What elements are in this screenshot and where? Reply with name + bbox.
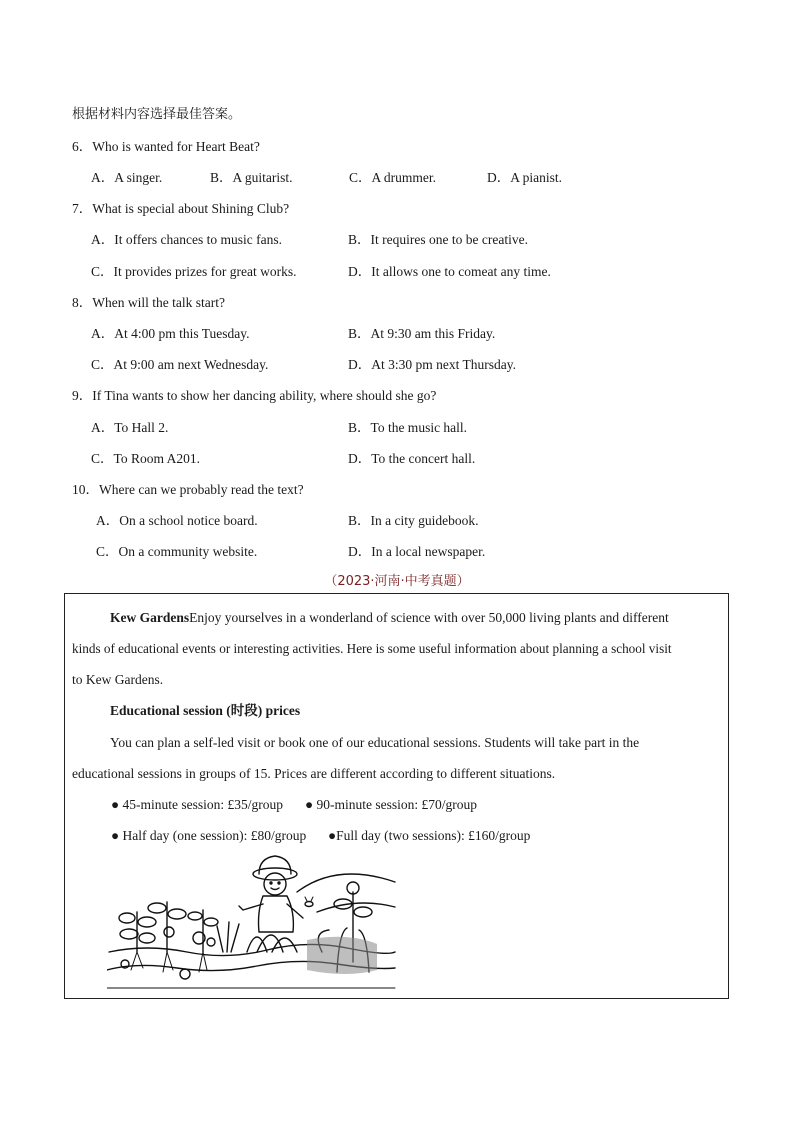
option-text: In a city guidebook.	[370, 513, 479, 528]
source-label: （2023·河南·中考真题）	[324, 574, 470, 589]
price-full-day: ●Full day (two sessions): £160/group	[328, 828, 531, 843]
option-text: On a community website.	[118, 544, 258, 559]
option-letter: C．	[91, 451, 114, 466]
option-text: To Hall 2.	[114, 420, 169, 435]
option-6b[interactable]	[210, 166, 293, 186]
price-half-day: ● Half day (one session): £80/group	[111, 828, 307, 843]
option-10b[interactable]	[348, 509, 479, 529]
question-number: 8．	[72, 295, 93, 310]
price-45-min: ● 45-minute session: £35/group	[111, 797, 284, 812]
option-letter: A．	[91, 420, 115, 435]
option-6a[interactable]	[91, 166, 162, 186]
option-9c[interactable]	[91, 447, 200, 467]
option-text: To the concert hall.	[371, 451, 476, 466]
option-letter: B．	[348, 420, 371, 435]
option-text: A drummer.	[371, 170, 437, 185]
question-8	[72, 291, 225, 311]
option-text: At 3:30 pm next Thursday.	[371, 357, 516, 372]
option-letter: B．	[348, 232, 371, 247]
intro-line-1	[72, 602, 722, 633]
intro-line-3: to Kew Gardens.	[72, 672, 164, 687]
intro-text: Enjoy yourselves in a wonderland of science with over 50,000 living plants and different	[189, 610, 669, 625]
option-letter: D．	[348, 357, 372, 372]
option-letter: A．	[91, 170, 115, 185]
option-8a[interactable]	[91, 322, 250, 342]
option-letter: D．	[348, 544, 372, 559]
option-9d[interactable]	[348, 447, 475, 467]
option-letter: B．	[210, 170, 233, 185]
option-letter: B．	[348, 326, 371, 341]
option-text: It provides prizes for great works.	[113, 264, 297, 279]
option-letter: C．	[349, 170, 372, 185]
question-number: 10．	[72, 482, 99, 497]
option-8d[interactable]	[348, 353, 516, 373]
option-7b[interactable]	[348, 228, 528, 248]
option-letter: A．	[96, 513, 120, 528]
option-letter: D．	[487, 170, 511, 185]
option-text: It offers chances to music fans.	[114, 232, 282, 247]
option-8c[interactable]	[91, 353, 268, 373]
gardening-illustration	[107, 852, 397, 992]
option-9b[interactable]	[348, 416, 467, 436]
question-7	[72, 197, 289, 217]
intro-line-2: kinds of educational events or interesting activities. Here is some useful information about planning a school visit	[72, 641, 672, 656]
option-letter: C．	[91, 264, 114, 279]
question-10	[72, 478, 304, 498]
question-6	[72, 135, 260, 155]
option-text: A guitarist.	[232, 170, 293, 185]
question-stem: Where can we probably read the text?	[99, 482, 304, 497]
question-stem: If Tina wants to show her dancing ability, where should she go?	[92, 388, 437, 403]
option-6d[interactable]	[487, 166, 562, 186]
question-number: 7．	[72, 201, 93, 216]
option-text: At 4:00 pm this Tuesday.	[114, 326, 250, 341]
body-line-2: educational sessions in groups of 15. Prices are different according to different situations.	[72, 766, 556, 781]
option-7c[interactable]	[91, 260, 296, 280]
question-number: 9．	[72, 388, 93, 403]
option-letter: B．	[348, 513, 371, 528]
section-heading: Educational session (时段) prices	[110, 703, 301, 718]
option-text: A singer.	[114, 170, 163, 185]
option-letter: C．	[96, 544, 119, 559]
option-7d[interactable]	[348, 260, 551, 280]
price-90-min: ● 90-minute session: £70/group	[305, 797, 478, 812]
option-10a[interactable]	[96, 509, 258, 529]
option-6c[interactable]	[349, 166, 436, 186]
question-number: 6．	[72, 139, 93, 154]
option-text: At 9:30 am this Friday.	[370, 326, 496, 341]
option-8b[interactable]	[348, 322, 495, 342]
option-text: To Room A201.	[113, 451, 200, 466]
instruction: 根据材料内容选择最佳答案。	[72, 107, 242, 122]
option-text: It allows one to comeat any time.	[371, 264, 551, 279]
option-7a[interactable]	[91, 228, 282, 248]
option-9a[interactable]	[91, 416, 168, 436]
option-text: To the music hall.	[370, 420, 468, 435]
option-text: A pianist.	[510, 170, 563, 185]
option-text: In a local newspaper.	[371, 544, 486, 559]
option-letter: C．	[91, 357, 114, 372]
question-stem: When will the talk start?	[92, 295, 225, 310]
option-text: It requires one to be creative.	[370, 232, 528, 247]
option-letter: A．	[91, 232, 115, 247]
option-10d[interactable]	[348, 540, 485, 560]
passage-title: Kew Gardens	[110, 610, 190, 625]
option-letter: A．	[91, 326, 115, 341]
option-letter: D．	[348, 451, 372, 466]
question-9	[72, 384, 436, 404]
question-stem: Who is wanted for Heart Beat?	[92, 139, 260, 154]
option-10c[interactable]	[96, 540, 257, 560]
body-line-1: You can plan a self-led visit or book one of our educational sessions. Students will take part in the	[110, 735, 640, 750]
passage-box	[64, 593, 729, 999]
option-letter: D．	[348, 264, 372, 279]
question-stem: What is special about Shining Club?	[92, 201, 290, 216]
option-text: On a school notice board.	[119, 513, 258, 528]
option-text: At 9:00 am next Wednesday.	[113, 357, 269, 372]
